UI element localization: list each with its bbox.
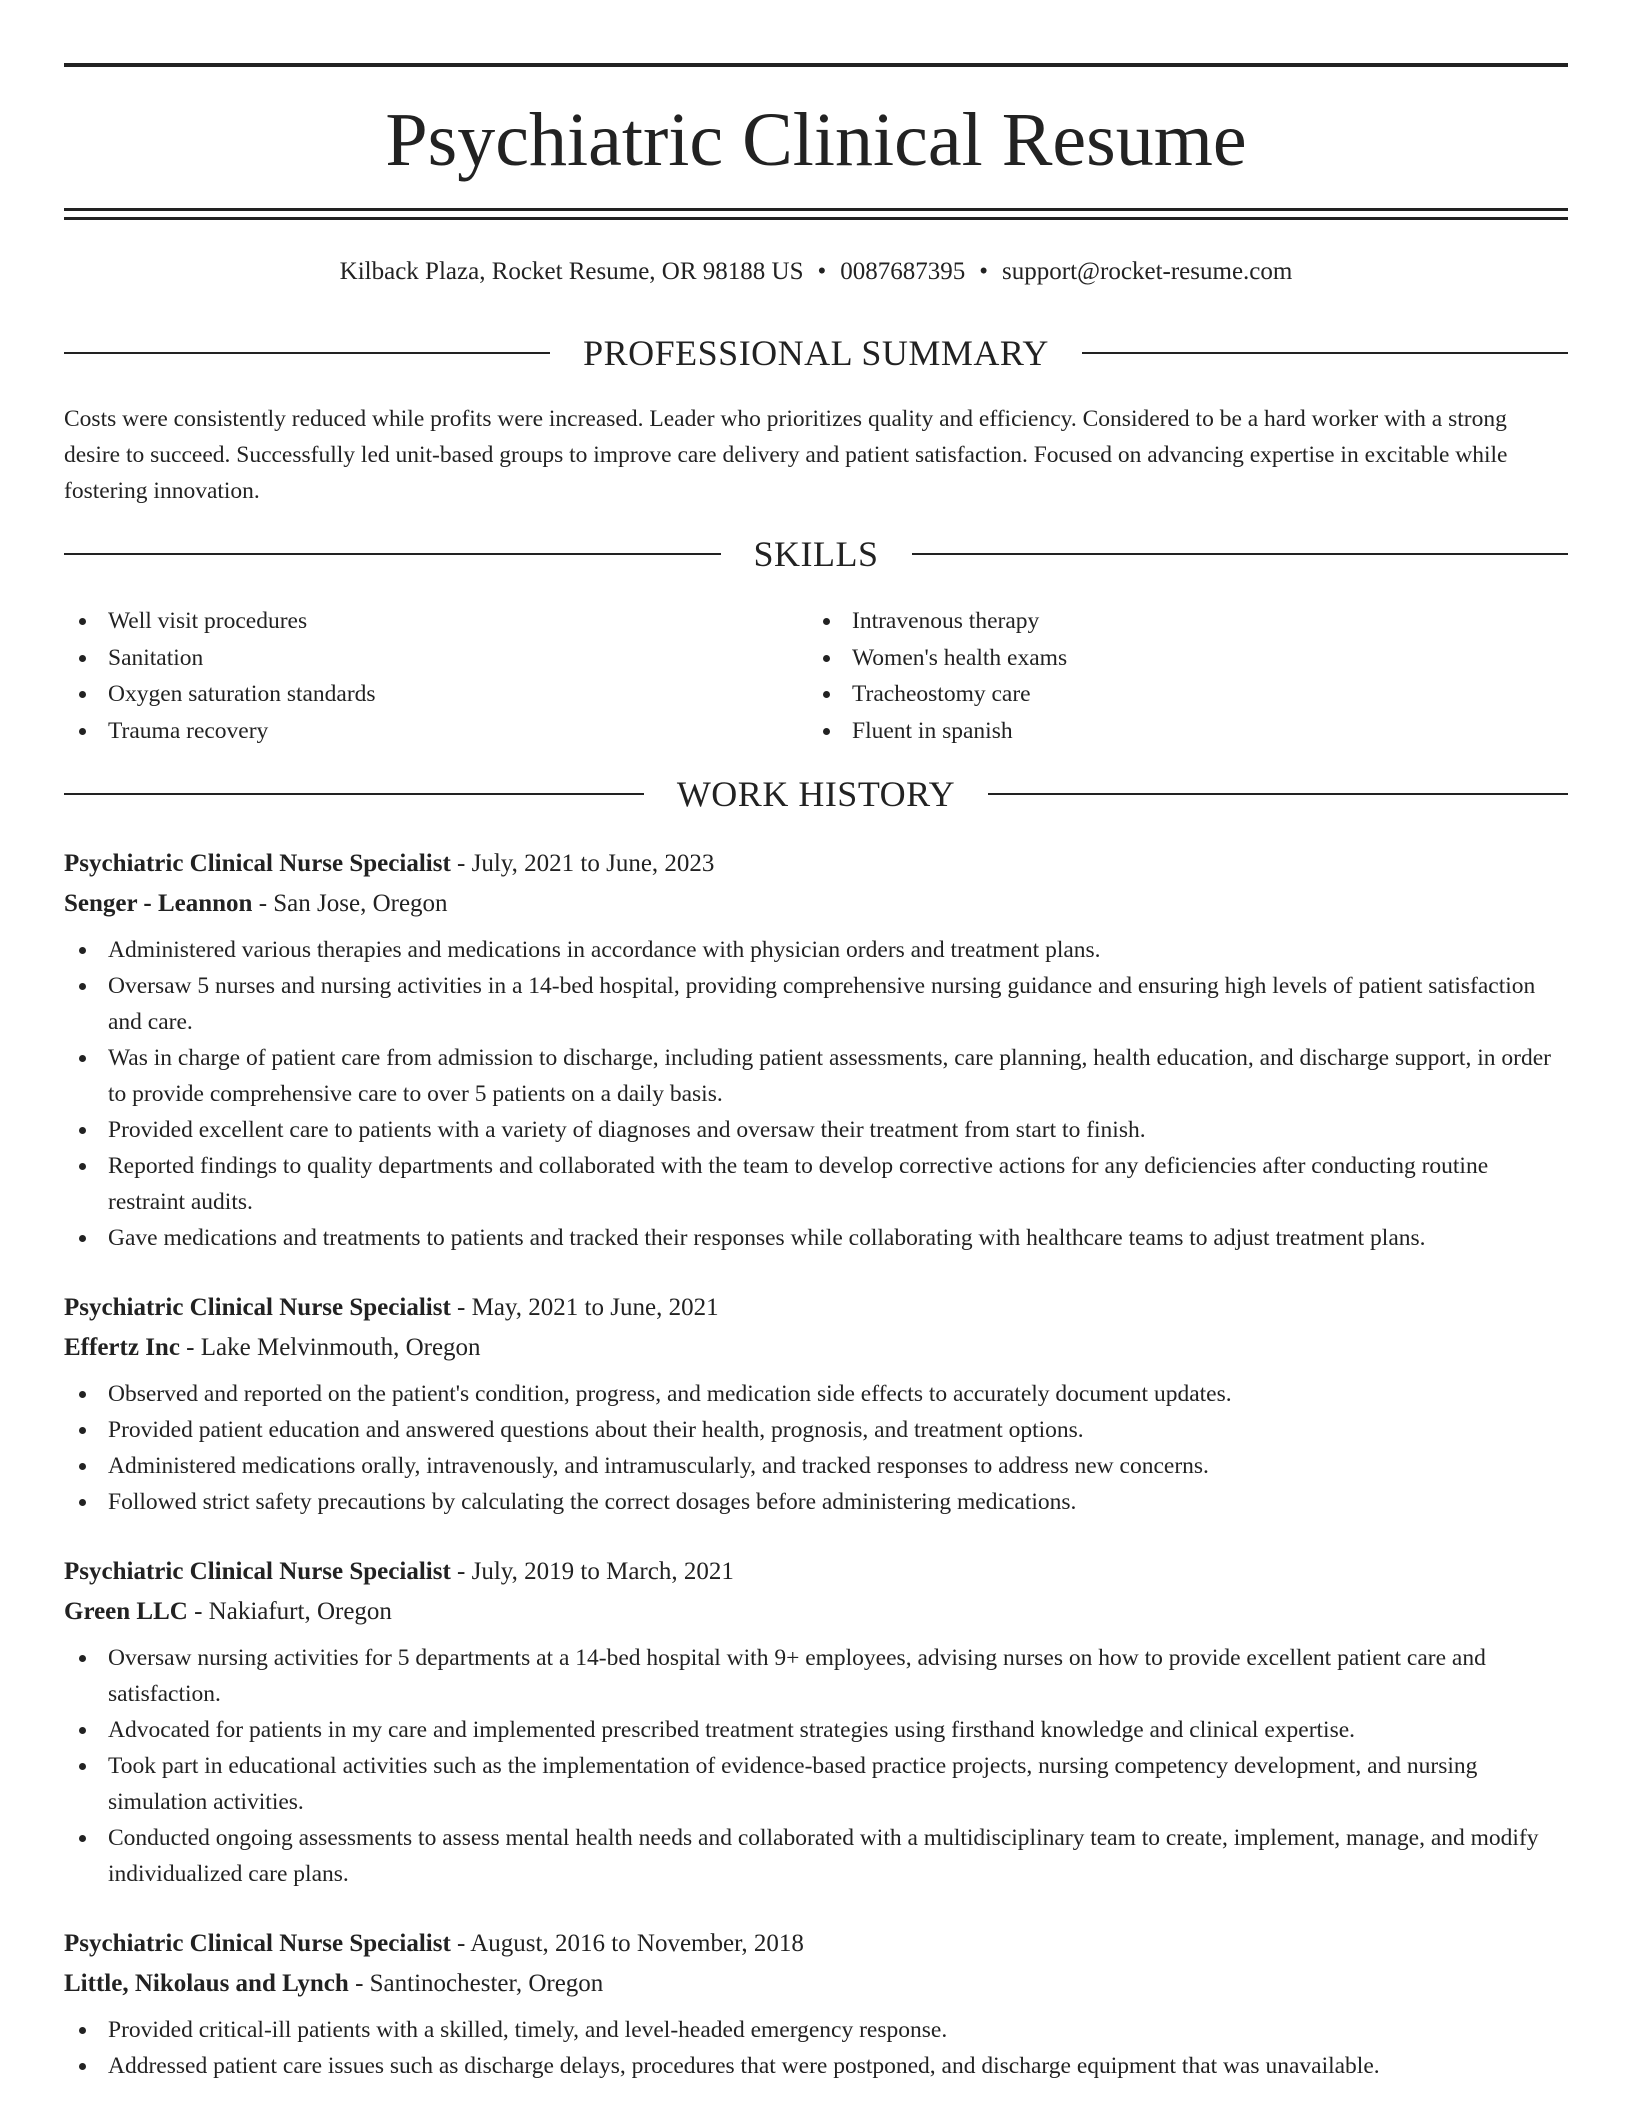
job-company: Green LLC: [64, 1598, 188, 1625]
job-bullet: Took part in educational activities such as the implementation of evidence-based practice projects, nursing competency development, and nursing simulation activities.: [64, 1748, 1568, 1820]
work-history: [64, 844, 1568, 2116]
skill-item: Sanitation: [64, 640, 664, 677]
job-entry: [64, 1288, 1568, 1520]
summary-text: Costs were consistently reduced while profits were increased. Leader who prioritizes quality and efficiency. Considered to be a hard worker with a strong desire to succeed. Successfully led unit-based groups to improve care delivery and patient satisfaction. Focused on advancing expertise in excitable while fostering innovation.: [64, 406, 1508, 504]
job-dates: - May, 2021 to June, 2021: [450, 1294, 719, 1321]
job-bullet: Administered various therapies and medications in accordance with physician orders and treatment plans.: [64, 932, 1568, 968]
top-rule: [64, 63, 1568, 67]
job-bullet: Was in charge of patient care from admission to discharge, including patient assessments, care planning, health education, and discharge support, in order to provide comprehensive care to over 5 patients on a daily basis.: [64, 1040, 1568, 1112]
heading-rule-right: [912, 553, 1569, 555]
job-company: Little, Nikolaus and Lynch: [64, 1970, 349, 1997]
job-bullet: Advocated for patients in my care and implemented prescribed treatment strategies using firsthand knowledge and clinical expertise.: [64, 1712, 1568, 1748]
job-bullets: [64, 932, 1568, 1256]
skills-list-left: [64, 603, 664, 749]
job-bullet: Provided patient education and answered questions about their health, prognosis, and treatment options.: [64, 1412, 1568, 1448]
job-bullet: Addressed patient care issues such as discharge delays, procedures that were postponed, and discharge equipment that was unavailable.: [64, 2048, 1568, 2084]
job-entry: [64, 1924, 1568, 2084]
job-bullets: [64, 2012, 1568, 2084]
job-bullet: Provided critical-ill patients with a skilled, timely, and level-headed emergency response.: [64, 2012, 1568, 2048]
job-company-line: [64, 1328, 1568, 1368]
job-title: Psychiatric Clinical Nurse Specialist: [64, 1294, 451, 1321]
job-company-line: [64, 884, 1568, 924]
job-bullet: Provided excellent care to patients with a variety of diagnoses and oversaw their treatment from start to finish.: [64, 1112, 1568, 1148]
job-bullets: [64, 1640, 1568, 1892]
job-location: - Nakiafurt, Oregon: [187, 1598, 392, 1625]
heading-rule-right: [988, 793, 1568, 795]
contact-email: support@rocket-resume.com: [1002, 258, 1293, 285]
title-double-rule: [64, 208, 1568, 220]
job-company-line: [64, 1592, 1568, 1632]
skill-item: Well visit procedures: [64, 603, 664, 640]
job-title-line: [64, 844, 1568, 884]
job-title-line: [64, 1552, 1568, 1592]
work-heading: [64, 772, 1568, 816]
skill-item: Women's health exams: [808, 640, 1408, 677]
resume-title: Psychiatric Clinical Resume: [385, 98, 1247, 182]
job-bullets: [64, 1376, 1568, 1520]
skills-list-right: [808, 603, 1408, 749]
skills-heading-label: SKILLS: [753, 534, 879, 574]
skill-item: Oxygen saturation standards: [64, 676, 664, 713]
job-company: Senger - Leannon: [64, 890, 253, 917]
job-bullet: Followed strict safety precautions by calculating the correct dosages before administering medications.: [64, 1484, 1568, 1520]
heading-rule-right: [1082, 352, 1568, 354]
job-company-line: [64, 1964, 1568, 2004]
skills-heading: [64, 532, 1568, 576]
job-title-line: [64, 1288, 1568, 1328]
job-title: Psychiatric Clinical Nurse Specialist: [64, 850, 451, 877]
job-dates: - July, 2021 to June, 2023: [450, 850, 715, 877]
job-bullet: Conducted ongoing assessments to assess mental health needs and collaborated with a multidisciplinary team to create, implement, manage, and modify individualized care plans.: [64, 1820, 1568, 1892]
job-bullet: Oversaw 5 nurses and nursing activities in a 14-bed hospital, providing comprehensive nursing guidance and ensuring high levels of patient satisfaction and care.: [64, 968, 1568, 1040]
contact-separator: •: [817, 258, 827, 285]
contact-separator: •: [979, 258, 989, 285]
job-company: Effertz Inc: [64, 1334, 180, 1361]
summary-heading: [64, 331, 1568, 375]
job-title: Psychiatric Clinical Nurse Specialist: [64, 1558, 451, 1585]
job-location: - San Jose, Oregon: [252, 890, 448, 917]
job-title: Psychiatric Clinical Nurse Specialist: [64, 1930, 451, 1957]
job-entry: [64, 1552, 1568, 1892]
heading-rule-left: [64, 352, 550, 354]
job-bullet: Reported findings to quality departments and collaborated with the team to develop corrective actions for any deficiencies after conducting routine restraint audits.: [64, 1148, 1568, 1220]
job-dates: - August, 2016 to November, 2018: [450, 1930, 804, 1957]
contact-address: Kilback Plaza, Rocket Resume, OR 98188 US: [339, 258, 804, 285]
job-title-line: [64, 1924, 1568, 1964]
heading-rule-left: [64, 793, 644, 795]
work-heading-label: WORK HISTORY: [676, 774, 956, 814]
summary-heading-label: PROFESSIONAL SUMMARY: [583, 333, 1049, 373]
job-bullet: Oversaw nursing activities for 5 departments at a 14-bed hospital with 9+ employees, advising nurses on how to provide excellent patient care and satisfaction.: [64, 1640, 1568, 1712]
skill-item: Intravenous therapy: [808, 603, 1408, 640]
contact-line: [64, 255, 1568, 289]
job-bullet: Observed and reported on the patient's condition, progress, and medication side effects to accurately document updates.: [64, 1376, 1568, 1412]
skill-item: Tracheostomy care: [808, 676, 1408, 713]
job-location: - Lake Melvinmouth, Oregon: [179, 1334, 481, 1361]
job-location: - Santinochester, Oregon: [348, 1970, 604, 1997]
skill-item: Fluent in spanish: [808, 713, 1408, 750]
skill-item: Trauma recovery: [64, 713, 664, 750]
contact-phone: 0087687395: [840, 258, 966, 285]
job-bullet: Gave medications and treatments to patients and tracked their responses while collaborating with healthcare teams to adjust treatment plans.: [64, 1220, 1568, 1256]
job-dates: - July, 2019 to March, 2021: [450, 1558, 734, 1585]
job-entry: [64, 844, 1568, 1256]
heading-rule-left: [64, 553, 721, 555]
job-bullet: Administered medications orally, intravenously, and intramuscularly, and tracked responses to address new concerns.: [64, 1448, 1568, 1484]
